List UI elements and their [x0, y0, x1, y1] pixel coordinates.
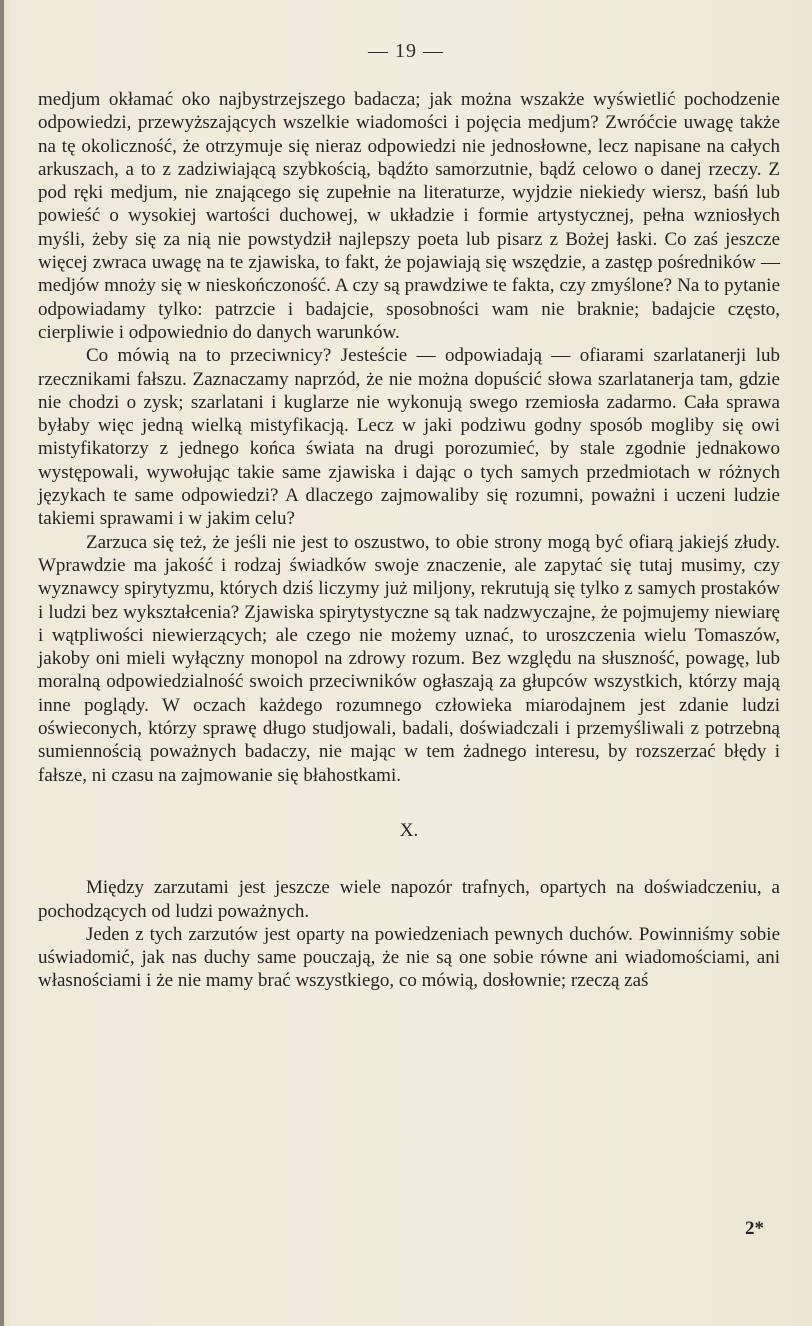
body-text [38, 88, 780, 993]
paragraph-continuation: medjum okłamać oko najbystrzejszego badacza; jak można wszakże wyświetlić pochodzenie odpowiedzi, przewyższających wszelkie wiadomości i pojęcia medjum? Zwróćcie uwagę także na tę okoliczność, że otrzymuje się nieraz odpowiedzi nie jednosłowne, lecz napisane na całych arkuszach, a to z zadziwiającą szybkością, bądźto samorzutnie, bądź celowo o danej rzeczy. Z pod ręki medjum, nie znającego się zupełnie na literaturze, wyjdzie niekiedy wiersz, baśń lub powieść o wysokiej wartości duchowej, w układzie i formie artystycznej, pełna wzniosłych myśli, żeby się za nią nie powstydził najlepszy poeta lub pisarz z Bożej łaski. Co zaś jeszcze więcej zwraca uwagę na te zjawiska, to fakt, że pojawiają się wszędzie, a zastęp pośredników — medjów mnoży się w nieskończoność. A czy są prawdziwe te fakta, czy zmyślone? Na to pytanie odpowiadamy tylko: patrzcie i badajcie, sposobności wam nie braknie; badajcie często, cierpliwie i odpowiednio do danych warunków. [38, 89, 780, 343]
paragraph-objections: Między zarzutami jest jeszcze wiele napozór trafnych, opartych na doświadczeniu, a pochodzących od ludzi poważnych. [38, 877, 780, 922]
paragraph-spirits: Jeden z tych zarzutów jest oparty na powiedzeniach pewnych duchów. Powinniśmy sobie uświadomić, jak nas duchy same pouczają, że nie są one sobie równe ani wiadomościami, ani własnościami i że nie mamy brać wszystkiego, co mówią, dosłownie; rzeczą zaś [38, 923, 780, 992]
page-number: — 19 — [368, 40, 444, 62]
page-edge [0, 0, 4, 1326]
section-heading: X. [399, 819, 419, 841]
paragraph-illusion: Zarzuca się też, że jeśli nie jest to oszustwo, to obie strony mogą być ofiarą jakiejś złudy. Wprawdzie ma jakość i rodzaj świadków swoje znaczenie, ale zapytać się tutaj musimy, czy wyznawcy spirytyzmu, których dziś liczymy już miljony, rekrutują się tylko z samych prostaków i ludzi bez wykształcenia? Zjawiska spirytystyczne są tak nadzwyczajne, że pojmujemy niewiarę i wątpliwości niewierzących; ale czego nie możemy uznać, to uroszczenia wielu Tomaszów, jakoby oni mieli wyłączny monopol na zdrowy rozum. Bez względu na słuszność, powagę, lub moralną odpowiedzialność swoich przeciwników ogłaszają za głupców wszystkich, którzy mają inne poglądy. W oczach każdego rozumnego człowieka miarodajnem jest zdanie ludzi oświeconych, którzy sprawę długo studjowali, badali, doświadczali i przemyśliwali z potrzebną sumiennością poważnych badaczy, nie mając w tem żadnego interesu, by rozszerzać błędy i fałsze, ni czasu na zajmowanie się błahostkami. [38, 531, 780, 786]
signature-mark: 2* [745, 1218, 764, 1239]
paragraph-opponents: Co mówią na to przeciwnicy? Jesteście — odpowiadają — ofiarami szarlatanerji lub rzecznikami fałszu. Zaznaczamy naprzód, że nie można dopuścić słowa szarlatanerja tam, gdzie nie chodzi o zysk; szarlatani i kuglarze nie wykonują swego rzemiosła zadarmo. Cała sprawa byłaby więc jedną wielką mistyfikacją. Lecz w jaki podziwu godny sposób mogliby się owi mistyfikatorzy z jednego końca świata na drugi porozumieć, by stale zgodnie jednakowo występowali, wywołując takie same zjawiska i dając o tych samych przedmiotach w różnych językach te same odpowiedzi? A dlaczego zajmowaliby się rozumni, poważni i uczeni ludzie takiemi sprawami i w jakim celu? [38, 345, 780, 530]
